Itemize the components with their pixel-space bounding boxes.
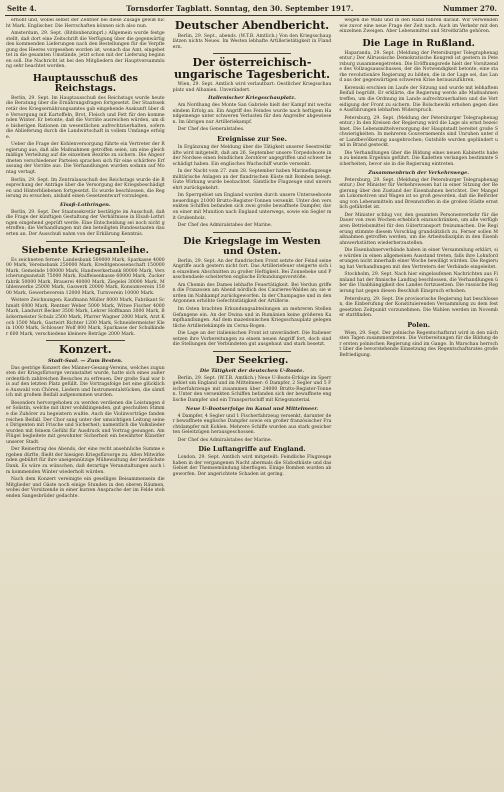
article-text: Die Eisenbahnerverbände haben in einer Versammlung erklärt, sie würden in einen allgemeinen Ausstand treten, falls ihre Lohnforderungen nicht innerhalb einer Woche bewilligt würden. Die Regierung hat Verhandlungen mit den Vertretern der Verbände eingeleitet. bbox=[339, 248, 498, 270]
subheadline: Neue U-Bootserfolge im Kanal und Mittelmeer. bbox=[185, 405, 319, 412]
newspaper-title-date: Tornsdorfer Tagblatt. Sonntag, den 30. September 1917. bbox=[126, 4, 354, 13]
article-text: Die Verhandlungen über die Bildung eines neuen Kabinetts haben zu keinem Ergebnis geführt. Die Kadetten verlangen bestimmte Sicherheiten, bevor sie in die Regierung eintreten. bbox=[339, 150, 498, 168]
headline-abendbericht: Deutscher Abendbericht. bbox=[174, 19, 330, 32]
masthead bbox=[5, 4, 499, 16]
article-text: Amsterdam, 29. Sept. (Bitdonbenzinprl.) Allgemein wurde festgestellt, daß dort eine Zeitschrift die Verfügung über die gegenwärtig den kommenden Lieferungen nach den Bestellungen für die Verpflegung des Heeres vorgesehen worden ist, wonach das Amt, eingebettet in die gesamten Umstände, jetzt schon mit der Lieferung beginnen soll. Die Nachricht ist bei den Mitgliedern der Hauptversammlung sehr beachtet worden. bbox=[6, 31, 165, 70]
article-text: Petersburg, 29. Sept. (Meldung der Petersburger Telegraphenagentur.) Der Minister für Verkehrswesen hat in einer Sitzung der Regierung über den Zustand der Eisenbahnen berichtet. Der Mangel an Lokomotiven und Wagen ist so groß geworden, daß die Beförderung von Lebensmitteln und Brennstoffen in die großen Städte ernstlich gefährdet ist. bbox=[339, 177, 498, 211]
article-text: Berlin, 29. Sept. Im Hauptausschuß des Reichstags wurde heute die Beratung über die Ernährungsfragen fortgesetzt. Der Staatssekretär des Kriegsernährungsamtes gab eingehende Auskunft über die Versorgung mit Kartoffeln, Brot, Fleisch und Fett für den kommenden Winter. Er betonte, daß die Vorräte ausreichen würden, um die bisherigen Rationen im wesentlichen aufrechtzuerhalten, sofern die Ablieferung durch die Landwirtschaft in vollem Umfange erfolge. bbox=[6, 95, 165, 140]
headline-russland: Die Lage in Rußland. bbox=[362, 37, 475, 49]
article-text: Berlin, 29. Sept. (W.T.B. Amtlich.) Neue U-Boots-Erfolge im Sperrgebiet um England und im Mittelmeer: 6 Dampfer, 2 Segler und 5 Fischerfahrzeuge mit zusammen über 24000 Brutto-Register-Tonnen. Unter den versenkten Schiffen befanden sich der bewaffnete englische Dampfer und ein Transportschiff mit Kriegsmaterial. bbox=[172, 375, 332, 404]
subheadline: Die Tätigkeit der deutschen U-Boote. bbox=[199, 367, 305, 374]
article-text: Kerenski erschien im Laufe der Sitzung und wurde mit lebhaftem Beifall begrüßt. Er erklärte, die Regierung werde alle Maßnahmen treffen, um die Ordnung im Lande aufrechtzuerhalten und die Verteidigung der Front zu sichern. Die Bolschewiki erhoben gegen diese Ausführungen lebhaften Widerspruch. bbox=[339, 85, 498, 114]
article-text: Der Reinertrag des Abends, der eine recht ansehnliche Summe ergeben dürfte, fließt der hiesigen Kriegsfürsorge zu. Allen Mitwirkenden gebührt für ihre uneigennützige Mühewaltung der herzlichste Dank. Es wäre zu wünschen, daß derartige Veranstaltungen auch im kommenden Winter wiederholt würden. bbox=[6, 447, 165, 475]
subheadline: Elsaß-Lothringen. bbox=[59, 201, 111, 208]
article-text: Die Lage an der italienischen Front ist unverändert. Die Italiener setzen ihre Vorbereitungen zu einem neuen Angriff fort, doch sind die Stellungen der Verbündeten gut ausgebaut und stark besetzt. bbox=[172, 331, 332, 348]
article-text: Besonders hervorgehoben zu werden verdienen die Leistungen der Solistin, welche mit ihrer wohlklingenden, gut geschulten Stimme die Zuhörer zu begeistern wußte. Auch die Violinvorträge fanden reichen Beifall. Der Chor sang unter der umsichtigen Leitung seines Dirigenten mit Frische und Sicherheit; namentlich die Volkslieder wurden mit feinem Gefühl für Ausdruck und Vortrag gesungen. Am Flügel begleitete mit gewohnter Sicherheit ein bewährter Künstler unserer Stadt. bbox=[6, 400, 165, 445]
article-text: In der Nacht vom 27. zum 28. September haben Marineflugzeuge militärische Anlagen an der flandrischen Küste mit Bomben belegt. Gute Wirkung wurde beobachtet. Sämtliche Flugzeuge sind unversehrt zurückgekehrt. bbox=[172, 169, 332, 191]
article-text: Petersburg, 29. Sept. Die provisorische Regierung hat beschlossen, die Einberufung der Konstituierenden Versammlung zu dem festgesetzten Zeitpunkt vorzunehmen. Die Wahlen werden im November stattfinden. bbox=[339, 296, 498, 319]
article-text: Haparanda, 29. Sept. (Meldung der Petersburger Telegraphenagentur.) Der Allrussische Demokratische Kongreß ist gestern in Petersburg zusammengetreten. Die Eröffnungsrede hielt der Vorsitzende des Vollzugsausschusses, der die Notwendigkeit betonte, eine starke revolutionäre Regierung zu bilden, die in der Lage sei, das Land aus der gegenwärtigen schweren Krise herauszuführen. bbox=[339, 50, 498, 84]
article-text: Wien, 29. Sept. Der polnische Regentschaftsrat wird in den nächsten Tagen zusammentreten. Die Vorbereitungen für die Bildung der ersten polnischen Regierung sind im Gange. In Warschau herrscht über die bevorstehende Einsetzung des Regentschaftsrates große Befriedigung. bbox=[339, 330, 498, 358]
article-text: Es zeichneten ferner: Landesbank 500000 Mark, Sparkasse 400000 Mark, Vereinsbank 250000 Mark, Kreditgenossenschaft 150000 Mark, Gemeinde 100000 Mark, Handwerkerbank 80000 Mark, Versicherungsanstalt 75000 Mark, Raiffeisenkasse 60000 Mark, Zuckerfabrik 50000 Mark, Brauerei 40000 Mark, Ziegelei 30000 Mark, Mühlenwerke 25000 Mark, Gaswerk 20000 Mark, Konsumverein 15000 Mark, Gewerbeverein 12000 Mark, Turnverein 10000 Mark. bbox=[6, 257, 165, 296]
article-text: Berlin, 29. Sept. Der Staatssekretär bestätigte im Ausschuß, daß die Frage der künftigen Gestaltung der Verhältnisse in Elsaß-Lothringen eingehend geprüft werde. Eine Entscheidung sei noch nicht getroffen; die Verhandlungen mit den beteiligten Bundesstaaten dauerten an. Der Ausschuß nahm von der Erklärung Kenntnis. bbox=[6, 209, 165, 237]
article-text: Am Nordhang des Monte San Gabriele hielt der Kampf mit wechselndem Erfolg an. Ein Angriff des Feindes wurde nach heftigem Handgemenge unter schweren Verlusten für den Angreifer abgewiesen. Im übrigen nur Artilleriekampf. bbox=[172, 103, 332, 125]
article-text: Berlin, 29. Sept., abends. (W.T.B. Amtlich.) Von den Kriegsschauplätzen nichts Neues. Im Westen lebhafte Artillerietätigkeit in Flandern. bbox=[172, 33, 332, 50]
divider bbox=[46, 340, 125, 341]
divider bbox=[213, 232, 292, 233]
article-text: erhöht und, wobei selbst der Zentner bei diese Zusage gewiß nicht Mark. Englischer. Die Herrschaften können sich also nun. bbox=[6, 18, 165, 29]
headline-ereignisse: Ereignisse zur See. bbox=[217, 134, 287, 143]
article-text: Der Chef des Admiralstabes der Marine. bbox=[177, 223, 273, 229]
article-text: 4 Dampfer, 4 Segler und 1 Fischerfahrzeug versenkt, darunter der bewaffnete englische Dampfer sowie ein großer französischer Frachtdampfer mit Kohlen. Mehrere Schiffe wurden aus stark gesicherten Geleitzügen herausgeschossen. bbox=[172, 413, 332, 436]
article-text: London, 29. Sept. Amtlich wird mitgeteilt: Feindliche Flugzeuge haben in der vergangenen Nacht abermals die Südostküste und das Gebiet der Themsemündung überflogen. Einige Bomben wurden abgeworfen. Der angerichtete Schaden ist gering. bbox=[172, 455, 332, 477]
divider bbox=[213, 53, 292, 54]
divider bbox=[46, 241, 125, 242]
article-text: Wien, 29. Sept. Amtlich wird verlautbart: Oestlicher Kriegsschauplatz und Albanien. Unverändert. bbox=[172, 82, 332, 93]
article-text: Berlin, 29. Sept. An der flandrischen Front setzte der Feind seine Angriffe auch gestern nicht fort. Das Artilleriefeuer steigerte sich in einzelnen Abschnitten zu großer Heftigkeit. Bei Zonnebeke und Passchendaele scheiterten englische Erkundungsvorstöße. bbox=[172, 258, 332, 281]
divider bbox=[213, 351, 292, 352]
article-text: Der Chef des Generalstabes. bbox=[177, 127, 245, 133]
column-right bbox=[338, 18, 499, 790]
column-left bbox=[5, 18, 166, 790]
article-text: Der Chef des Admiralstabes der Marine. bbox=[177, 437, 273, 443]
article-text: Nach dem Konzert vereinigte ein geselliges Beisammensein die Mitglieder und Gäste noch einige Stunden in den oberen Räumen, wobei der Vorsitzende in einer kurzen Ansprache der im Felde stehenden Sangesbrüder gedachte. bbox=[6, 477, 165, 499]
article-text: Petersburg, 29. Sept. (Meldung der Petersburger Telegraphenagentur.) In den Kreisen der Regierung wird die Lage als ernst bezeichnet. Die Lebensmittelversorgung der Hauptstadt bereitet große Schwierigkeiten. In mehreren Gouvernements sind Unruhen unter der Landbevölkerung ausgebrochen; Gutshöfe wurden geplündert und in Brand gesteckt. bbox=[339, 115, 498, 149]
article-text: Am Chemin des Dames lebhafte Feuertätigkeit. Bei Verdun griffen die Franzosen am Abend nördlich des Caurieres-Waldes an; sie wurden im Nahkampf zurückgeworfen. In der Champagne und in den Argonnen erhöhte Gefechtstätigkeit der Artillerie. bbox=[172, 282, 332, 305]
headline-hauptausschuss: Hauptausschuß des Reichstags. bbox=[32, 72, 138, 94]
headline-seekrieg: Der Seekrieg. bbox=[215, 354, 289, 366]
article-text: Weitere Zeichnungen: Kaufmann Müller 8000 Mark, Fabrikant Schmidt 6000 Mark, Rentner Weber 5000 Mark, Witwe Fischer 4000 Mark, Landwirt Becker 3500 Mark, Lehrer Hoffmann 3000 Mark, Bäckermeister Schulz 2500 Mark, Pfarrer Wagner 2000 Mark, Arzt Koch 1500 Mark, Gastwirt Richter 1200 Mark, Schneidermeister Klein 1000 Mark, Schlosser Wolf 800 Mark, Sparkasse der Schulkinder 600 Mark, verschiedene kleinere Beträge 2000 Mark. bbox=[6, 298, 165, 337]
article-text: Im Osten brachten Erkundungsabteilungen an mehreren Stellen Gefangene ein. An der Dwina und in Rumänien keine größeren Kampfhandlungen. Auf dem mazedonischen Kriegsschauplatz gelegentliche Artilleriekämpfe im Cerna-Bogen. bbox=[172, 307, 332, 329]
headline-kriegslage: Die Kriegslage im Westen und Osten. bbox=[183, 235, 321, 257]
headline-polen: Polen. bbox=[407, 320, 430, 329]
issue-number: Nummer 270. bbox=[443, 4, 497, 13]
headline-luftangriffe: Die Luftangriffe auf England. bbox=[198, 445, 306, 454]
subheadline: Zusammenbruch der Verkehrswege. bbox=[368, 169, 470, 176]
article-text: Das gestrige Konzert des Männer-Gesang-Vereins, welches zugunsten der Kriegsfürsorge veranstaltet wurde, hatte sich eines außerordentlich zahlreichen Besuches zu erfreuen. Der große Saal war bis auf den letzten Platz gefüllt. Die Vortragsfolge bot eine glückliche Auswahl von Chören, Liedern und Instrumentalstücken, die sämtlich mit großem Beifall aufgenommen wurden. bbox=[6, 365, 165, 399]
columns bbox=[5, 18, 499, 790]
headline-oesterr-bericht: Der österreichisch-ungarische Tagesbericht. bbox=[174, 56, 330, 81]
article-text: Ueber die Frage der Kohlenversorgung führte ein Vertreter der Regierung aus, daß alle Maßnahmen getroffen seien, um eine gleichmäßige Verteilung auf die einzelnen Bezirke zu sichern. Die Abgeordneten verschiedener Parteien sprachen sich für eine schärfere Erfassung der Vorräte aus. Die Verhandlungen wurden sodann auf Montag vertagt. bbox=[6, 142, 165, 176]
article-text: Stockholm, 29. Sept. Nach hier eingelaufenen Nachrichten aus Finnland hat der finnische Landtag beschlossen, die Verhandlungen über die Unabhängigkeit des Landes fortzusetzen. Die russische Regierung hat gegen diesen Beschluß Einspruch erhoben. bbox=[339, 272, 498, 294]
article-text: Berlin, 29. Sept. Im Zentralausschuß des Reichstags wurde die Besprechung der Anträge über die Versorgung der Kriegsbeschädigten und Hinterbliebenen fortgesetzt. Es wurde beschlossen, die Regierung zu ersuchen, alsbald einen Gesetzentwurf vorzulegen. bbox=[6, 177, 165, 200]
subheadline: Stadt-Saal. — Zum Besten. bbox=[47, 357, 123, 364]
article-text: wegen die Wahl und in den Rand führen darauf. Wir verwenden wie zuvor eine neue Frage der Zeit nach. Auch im Verkehr mit den einzelnen Zweigen. Aber Lebensmittel und Streitkräfte gehören. bbox=[339, 18, 498, 35]
column-middle bbox=[172, 18, 333, 790]
article-text: Der Minister schlug vor, den gesamten Personenverkehr für die Dauer von zwei Wochen erheblich einzuschränken, um alle verfügbaren Betriebsmittel für den Gütertransport freizumachen. Die Regierung stimmte diesem Vorschlag grundsätzlich zu. Ferner sollen Maßnahmen getroffen werden, um die Arbeitsdisziplin in den Eisenbahnwerkstätten wiederherzustellen. bbox=[339, 212, 498, 246]
article-text: In Ergänzung der Meldung über die Tätigkeit unserer Seestreitkräfte wird mitgeteilt, daß am 26. September unsere Torpedoboote in der Nordsee einen feindlichen Zerstörer angegriffen und schwer beschädigt haben. Ein englisches Wachschiff wurde versenkt. bbox=[172, 144, 332, 167]
headline-kriegsanleihe: Siebente Kriegsanleihe. bbox=[21, 244, 149, 256]
article-text: Im Sperrgebiet um England wurden durch unsere Unterseeboote neuerdings 21000 Brutto-Register-Tonnen versenkt. Unter den versenkten Schiffen befanden sich zwei große bewaffnete Dampfer, davon einer mit Munition nach England unterwegs, sowie ein Segler mit Grubenholz. bbox=[172, 193, 332, 221]
page-number: Seite 4. bbox=[7, 4, 37, 13]
headline-konzert: Konzert. bbox=[59, 343, 112, 357]
subheadline: Italienischer Kriegsschauplatz. bbox=[208, 95, 296, 102]
